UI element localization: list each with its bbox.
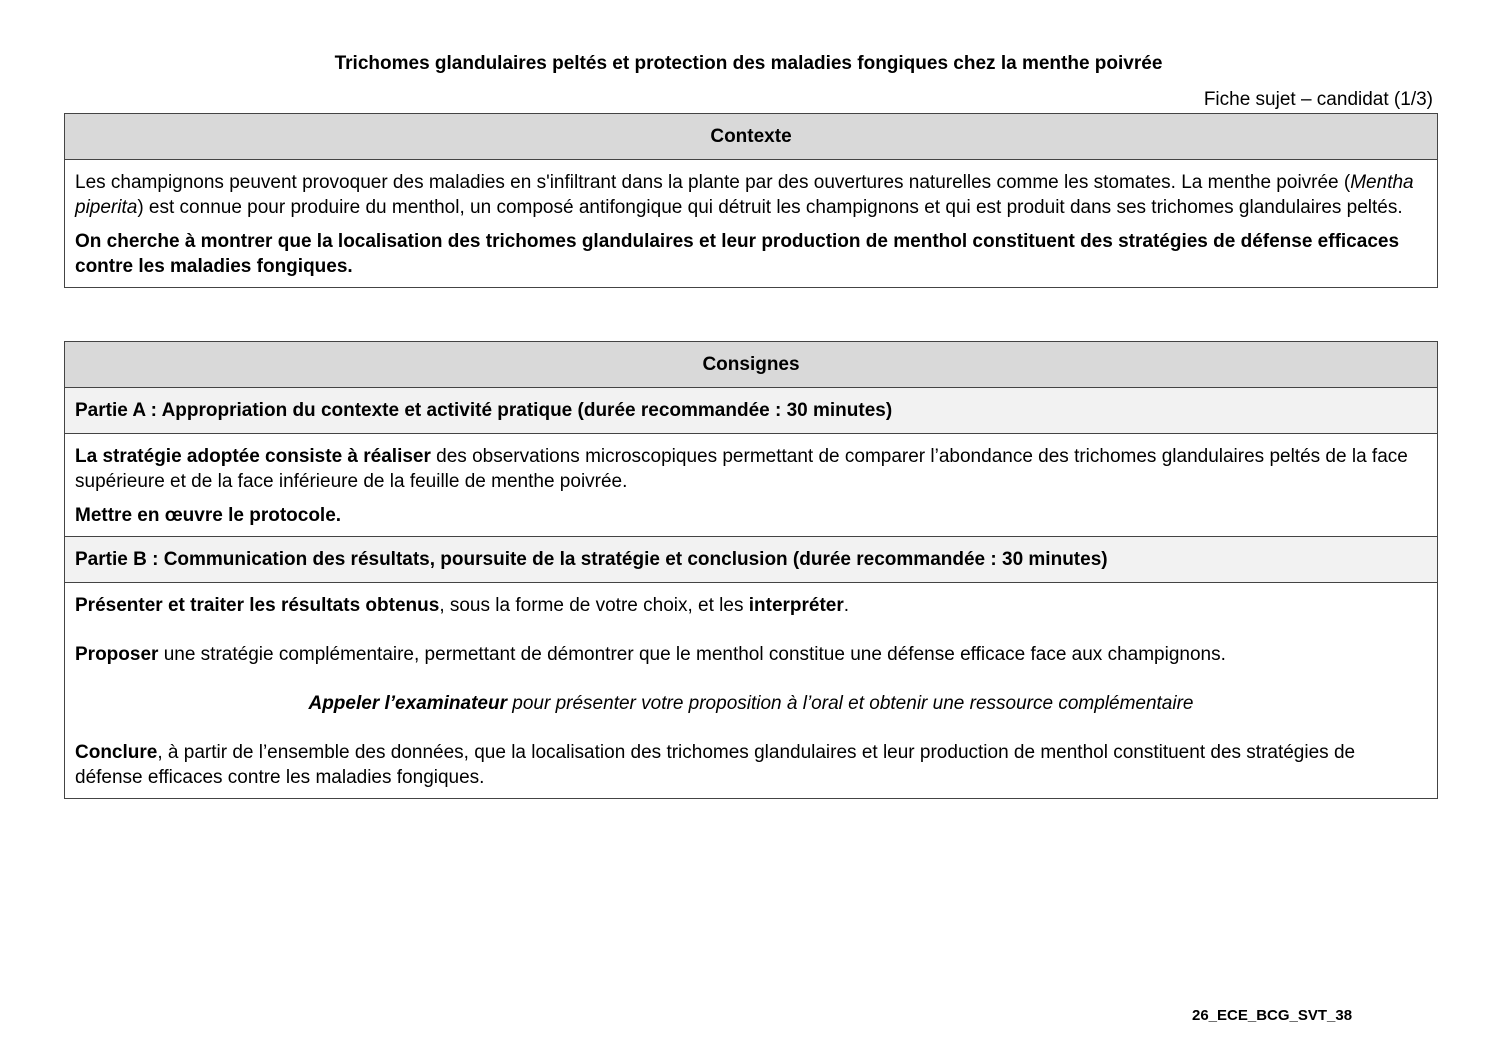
text-span: pour présenter votre proposition à l’oral et obtenir une ressource complémentaire (507, 693, 1194, 714)
bold-text: Conclure (75, 742, 158, 763)
partie-b-call-examiner (75, 691, 1427, 716)
partie-b-present (75, 593, 1427, 618)
text-span: , sous la forme de votre choix, et les (439, 595, 749, 616)
contexte-heading: Contexte (65, 114, 1437, 160)
text-span: des observations microscopiques permettant de comparer l’abondance des trichomes glandulaires peltés de la face supérieure et de la face inférieure de la feuille de menthe poivrée. (75, 446, 1408, 492)
partie-a-strategy (75, 444, 1427, 494)
text-span: ) est connue pour produire du menthol, un composé antifongique qui détruit les champignons et qui est produit dans ses trichomes glandulaires peltés. (137, 197, 1403, 218)
contexte-objective (75, 229, 1427, 279)
consignes-heading: Consignes (65, 342, 1437, 388)
document-title: Trichomes glandulaires peltés et protection des maladies fongiques chez la menthe poivrée (334, 53, 1163, 74)
bold-text: Mettre en œuvre le protocole. (75, 505, 342, 526)
footer-code: 26_ECE_BCG_SVT_38 (1192, 1007, 1353, 1024)
text-span: . (843, 595, 850, 616)
objective-text: On cherche à montrer que la localisation des trichomes glandulaires et leur production de menthol constituent des stratégies de défense efficaces contre les maladies fongiques. (75, 231, 1400, 277)
text-span: , à partir de l’ensemble des données, que la localisation des trichomes glandulaires et leur production de menthol constituent des stratégies de défense efficaces contre les maladies fongiques. (75, 742, 1356, 788)
bold-text: La stratégie adoptée consiste à réaliser (75, 446, 431, 467)
contexte-body (65, 160, 1437, 287)
text-span: une stratégie complémentaire, permettant de démontrer que le menthol constitue une défense efficace face aux champignons. (158, 644, 1226, 665)
partie-b-propose (75, 642, 1427, 667)
species-name: Mentha piperita (75, 172, 1414, 218)
partie-b-heading: Partie B : Communication des résultats, poursuite de la stratégie et conclusion (durée recommandée : 30 minutes) (65, 537, 1437, 583)
bold-text: Appeler l’examinateur (308, 693, 508, 714)
bold-text: Proposer (75, 644, 159, 665)
contexte-paragraph (75, 170, 1427, 220)
partie-a-body (65, 434, 1437, 537)
partie-a-heading: Partie A : Appropriation du contexte et activité pratique (durée recommandée : 30 minutes) (65, 388, 1437, 434)
document-subtitle: Fiche sujet – candidat (1/3) (1203, 89, 1433, 110)
partie-b-conclude (75, 740, 1427, 790)
partie-b-body (65, 583, 1437, 798)
bold-text: Présenter et traiter les résultats obtenus (75, 595, 440, 616)
text-span: Les champignons peuvent provoquer des maladies en s'infiltrant dans la plante par des ouvertures naturelles comme les stomates. La menthe poivrée ( (75, 172, 1351, 193)
contexte-section (64, 113, 1438, 288)
partie-a-protocol (75, 503, 1427, 528)
bold-text: interpréter (748, 595, 844, 616)
consignes-section (64, 341, 1438, 799)
